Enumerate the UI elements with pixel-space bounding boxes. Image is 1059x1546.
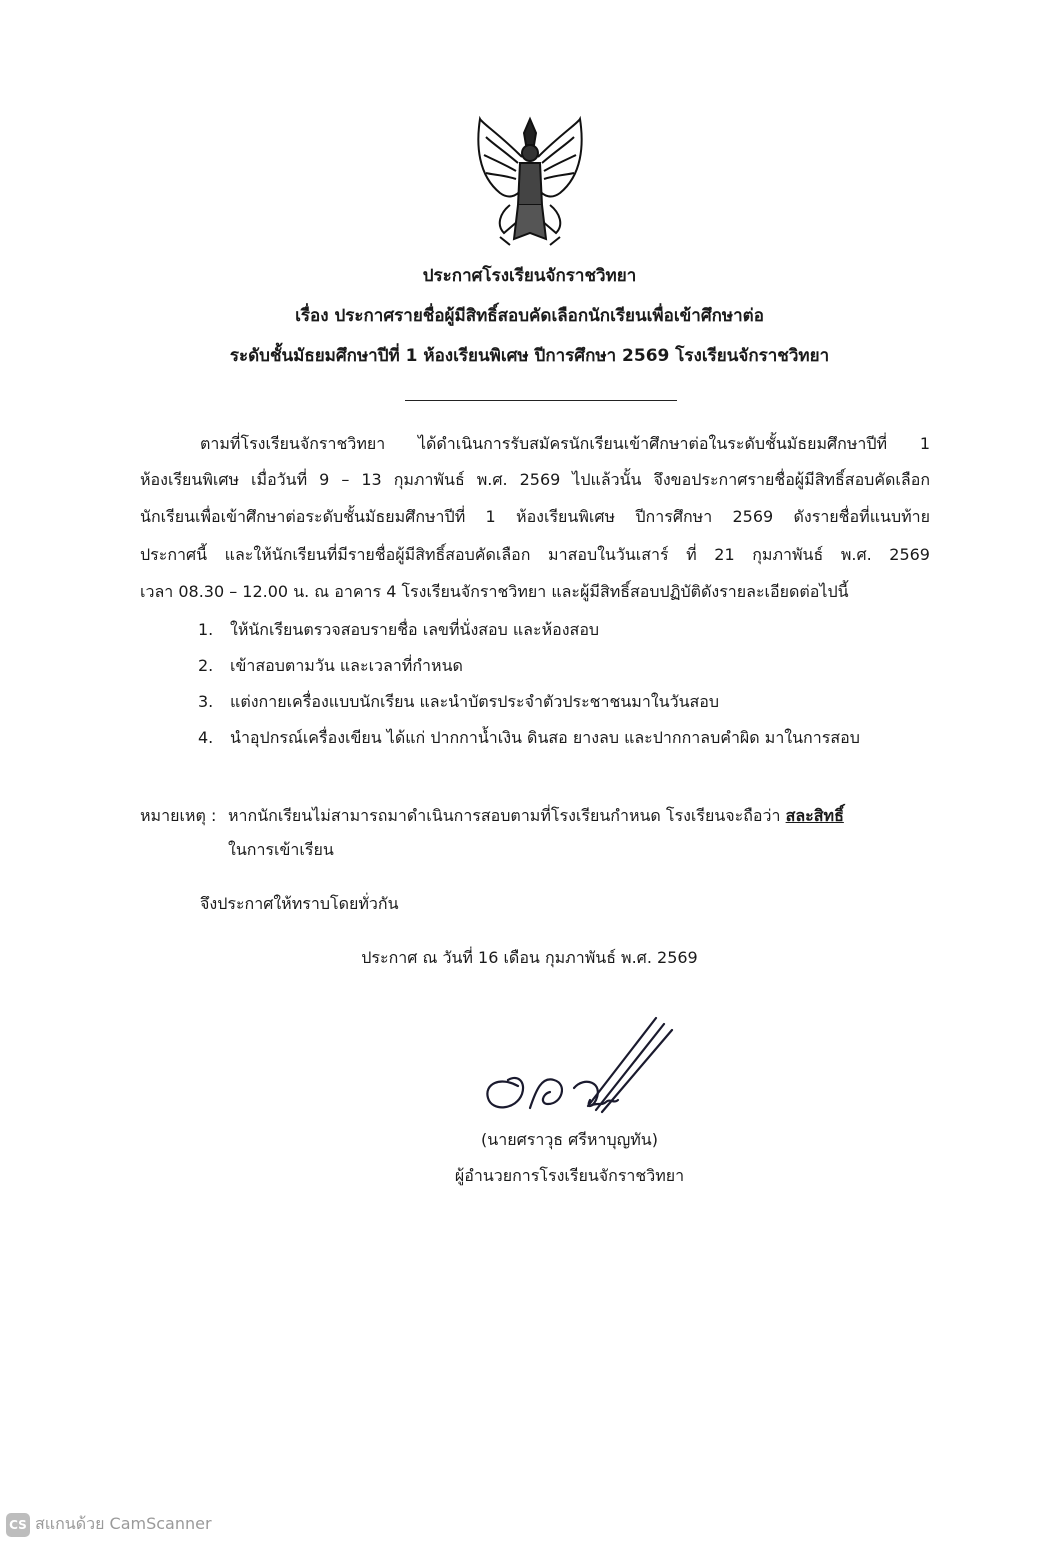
note-text [228,804,844,829]
list-item-text: นำอุปกรณ์เครื่องเขียน ได้แก่ ปากกาน้ำเงิน ดินสอ ยางลบ และปากกาลบคำผิด มาในการสอบ [230,728,860,747]
note-label: หมายเหตุ : [140,806,217,825]
body-line-4: ประกาศนี้ และให้นักเรียนที่มีรายชื่อผู้มีสิทธิ์สอบคัดเลือก มาสอบในวันเสาร์ ที่ 21 กุมภาพันธ์ พ.ศ. 2569 [140,545,930,564]
announcement-subject: เรื่อง ประกาศรายชื่อผู้มีสิทธิ์สอบคัดเลือกนักเรียนเพื่อเข้าศึกษาต่อ [295,306,764,326]
body-line-3: นักเรียนเพื่อเข้าศึกษาต่อระดับชั้นมัธยมศึกษาปีที่ 1 ห้องเรียนพิเศษ ปีการศึกษา 2569 ดังรายชื่อที่แนบท้าย [140,507,930,526]
signer-name: (นายศราวุธ ศรีหาบุญทัน) [481,1130,658,1149]
body-line-1: ตามที่โรงเรียนจักราชวิทยา ได้ดำเนินการรับสมัครนักเรียนเข้าศึกษาต่อในระดับชั้นมัธยมศึกษาปีที่ 1 [200,434,930,453]
list-item-text: แต่งกายเครื่องแบบนักเรียน และนำบัตรประจำตัวประชาชนมาในวันสอบ [230,692,720,711]
announcement-level: ระดับชั้นมัธยมศึกษาปีที่ 1 ห้องเรียนพิเศษ ปีการศึกษา 2569 โรงเรียนจักราชวิทยา [229,346,830,366]
list-item-text: เข้าสอบตามวัน และเวลาที่กำหนด [230,656,463,675]
list-item-number: 4. [198,728,214,747]
list-item-number: 2. [198,656,214,675]
date-line: ประกาศ ณ วันที่ 16 เดือน กุมภาพันธ์ พ.ศ. 2569 [361,948,698,967]
list-item-text: ให้นักเรียนตรวจสอบรายชื่อ เลขที่นั่งสอบ และห้องสอบ [230,620,600,639]
title-divider [405,400,677,401]
camscanner-text: สแกนด้วย CamScanner [35,1514,212,1533]
closing-statement: จึงประกาศให้ทราบโดยทั่วกัน [200,894,399,913]
camscanner-logo: CS [6,1513,30,1537]
list-item [198,654,463,679]
list-item [198,690,719,715]
note-text-continued: ในการเข้าเรียน [228,840,334,859]
announcement-title: ประกาศโรงเรียนจักราชวิทยา [422,266,637,286]
signer-position: ผู้อำนวยการโรงเรียนจักราชวิทยา [454,1166,685,1185]
body-line-5: เวลา 08.30 – 12.00 น. ณ อาคาร 4 โรงเรียนจักราชวิทยา และผู้มีสิทธิ์สอบปฏิบัติดังรายละเอียดต่อไปนี้ [140,582,849,601]
note-emphasis: สละสิทธิ์ [785,806,844,825]
list-item [198,618,599,643]
camscanner-watermark [6,1512,212,1537]
note-text-main: หากนักเรียนไม่สามารถมาดำเนินการสอบตามที่โรงเรียนกำหนด โรงเรียนจะถือว่า [228,806,781,825]
list-item-number: 3. [198,692,214,711]
garuda-emblem [470,115,590,250]
list-item [198,726,860,751]
director-signature [478,1010,678,1120]
body-line-2: ห้องเรียนพิเศษ เมื่อวันที่ 9 – 13 กุมภาพันธ์ พ.ศ. 2569 ไปแล้วนั้น จึงขอประกาศรายชื่อผู้มีสิทธิ์สอบคัดเลือก [140,470,930,489]
list-item-number: 1. [198,620,214,639]
